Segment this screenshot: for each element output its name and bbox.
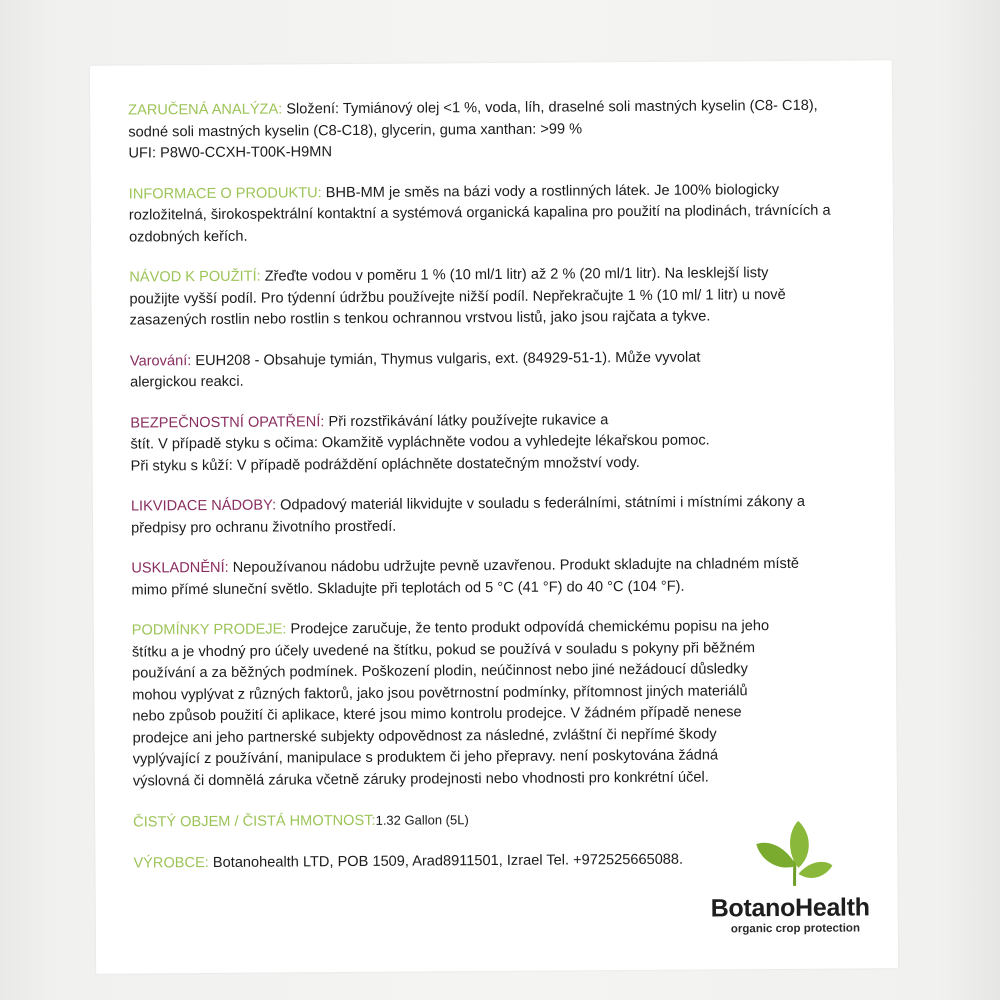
storage-section	[131, 553, 871, 601]
disposal-heading: LIKVIDACE NÁDOBY:	[130, 497, 277, 515]
terms-line-4: mohou vyplývat z různých faktorů, jako jsou povětrnostní podmínky, přítomnost jiných materiálů	[132, 682, 748, 704]
product-info-line-3: ozdobných keřích.	[128, 228, 248, 246]
warning-line-2: alergickou reakci.	[129, 373, 244, 391]
botanohealth-logo	[710, 815, 881, 936]
brand-name: BotanoHealth	[710, 893, 870, 923]
analysis-section	[128, 95, 868, 165]
product-info-heading: INFORMACE O PRODUKTU:	[128, 184, 322, 203]
disposal-line-2: předpisy pro ochranu životního prostředí.	[131, 518, 397, 537]
brand-tagline: organic crop protection	[730, 922, 861, 936]
manufacturer-value: Botanohealth LTD, POB 1509, Arad8911501, Izrael Tel. +972525665088.	[208, 851, 684, 871]
analysis-ufi: UFI: P8W0-CCXH-T00K-H9MN	[128, 144, 333, 162]
manufacturer-heading: VÝROBCE:	[133, 854, 209, 872]
terms-line-6: prodejce ani jeho partnerské subjekty odpovědnost za následné, zvláštní či nepřímé škody	[132, 725, 717, 747]
terms-line-5: nebo způsob použití či aplikace, které jsou mimo kontrolu prodejce. V žádném případě nenese	[132, 704, 742, 725]
warning-heading: Varování:	[129, 352, 192, 370]
analysis-line-1: Složení: Tymiánový olej <1 %, voda, líh, draselné soli mastných kyselin (C8- C18),	[282, 97, 818, 118]
terms-line-7: vyplývající z používání, manipulace s produktem či jeho přepravy. není poskytována žádná	[132, 747, 719, 768]
warning-line-1: EUH208 - Obsahuje tymián, Thymus vulgaris, ext. (84929-51-1). Může vyvolat	[191, 349, 701, 369]
product-info-line-1: BHB-MM je směs na bázi vody a rostlinných látek. Je 100% biologicky	[321, 181, 780, 201]
safety-section	[130, 408, 870, 478]
disposal-line-1: Odpadový materiál likvidujte v souladu s federálními, státními i místními zákony a	[276, 493, 805, 514]
warning-section	[130, 346, 870, 394]
terms-section	[132, 615, 873, 792]
disposal-section	[131, 491, 871, 539]
storage-line-2: mimo přímé sluneční světlo. Skladujte při teplotách od 5 °C (41 °F) do 40 °C (104 °F).	[131, 578, 685, 599]
usage-line-3: zasazených rostlin nebo rostlin s tenkou ochrannou vrstvou listů, jako jsou rajčata a tykve.	[129, 308, 711, 329]
terms-line-8: výslovná či domnělá záruka včetně záruky prodejnosti nebo vhodnosti pro konkrétní účel.	[132, 769, 709, 790]
safety-line-1: Při rozstřikávání látky používejte rukavice a	[324, 411, 609, 430]
usage-heading: NÁVOD K POUŽITÍ:	[129, 268, 261, 286]
usage-line-2: použijte vyšší podíl. Pro týdenní údržbu používejte nižší podíl. Nepřekračujte 1 % (10 ml/ 1 litr) u nově	[129, 286, 786, 308]
analysis-line-2: sodné soli mastných kyselin (C8-C18), glycerin, guma xanthan: >99 %	[128, 120, 583, 141]
terms-line-1: Prodejce zaručuje, že tento produkt odpovídá chemickému popisu na jeho	[286, 618, 770, 638]
terms-line-2: štítku a je vhodný pro účely uvedené na štítku, pokud se používá v souladu s pokyny při běžném	[131, 639, 756, 661]
storage-line-1: Nepoužívanou nádobu udržujte pevně uzavřenou. Produkt skladujte na chladném místě	[228, 555, 800, 576]
storage-heading: USKLADNĚNÍ:	[131, 559, 229, 577]
product-label	[90, 60, 898, 974]
product-info-section	[129, 179, 869, 249]
safety-line-3: Při styku s kůží: V případě podráždění opláchněte dostatečným množství vody.	[130, 454, 640, 475]
terms-heading: PODMÍNKY PRODEJE:	[131, 621, 287, 639]
safety-heading: BEZPEČNOSTNÍ OPATŘENÍ:	[130, 413, 325, 432]
safety-line-2: štít. V případě styku s očima: Okamžitě vypláchněte vodou a vyhledejte lékařskou pomoc.	[130, 432, 710, 453]
product-info-line-2: rozložitelná, širokospektrální kontaktní a systémová organická kapalina pro použití na plodinách, trávnících a	[128, 202, 831, 224]
net-volume-heading: ČISTÝ OBJEM / ČISTÁ HMOTNOST:	[133, 812, 376, 831]
terms-line-3: používání a za běžných podmínek. Poškození plodin, neúčinnost nebo jiné nežádoucí důsledky	[132, 661, 748, 682]
net-volume-value: 1.32 Gallon (5L)	[375, 812, 469, 828]
analysis-heading: ZARUČENÁ ANALÝZA:	[128, 101, 283, 119]
usage-section	[129, 262, 869, 332]
usage-line-1: Zřeďte vodou v poměru 1 % (10 ml/1 litr) až 2 % (20 ml/1 litr). Na lesklejší listy	[260, 265, 769, 285]
leaf-icon	[754, 816, 835, 897]
label-content	[128, 95, 874, 893]
